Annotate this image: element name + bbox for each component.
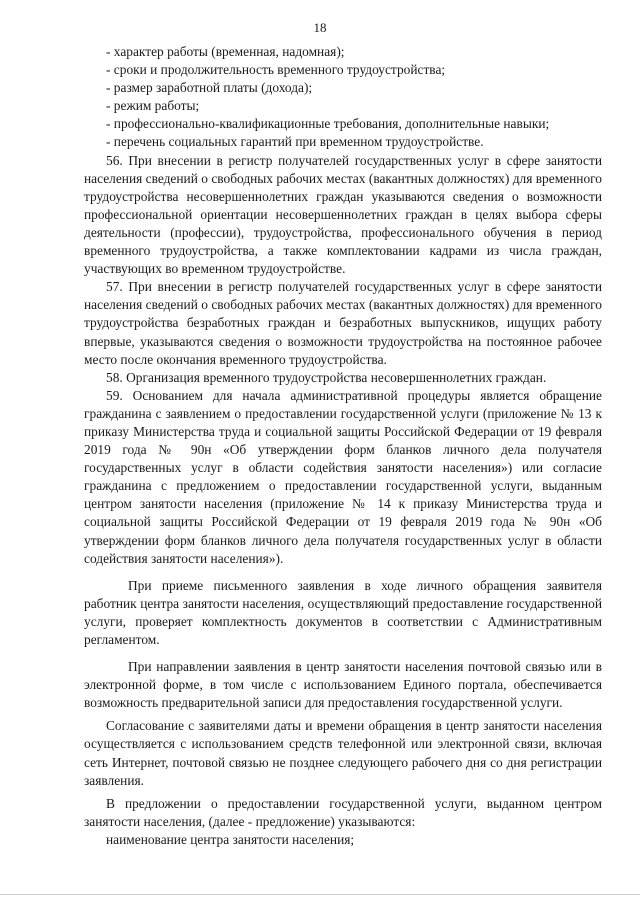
paragraph-58: 58. Организация временного трудоустройства несовершеннолетних граждан. — [106, 369, 547, 385]
document-body — [84, 43, 602, 849]
list-item: - размер заработной платы (дохода); — [106, 80, 313, 96]
paragraph: При направлении заявления в центр занятости населения почтовой связью или в электронной форме, в том числе с использованием Единого портала, обеспечивается возможность предварительной записи для предоставления государственной услуги. — [84, 659, 602, 711]
list-item: - характер работы (временная, надомная); — [106, 44, 345, 59]
paragraph: Согласование с заявителями даты и времени обращения в центр занятости населения осуществляется с использованием средств телефонной или электронной связи, включая сеть Интернет, почтовой связью не позднее следующего рабочего дня со дня регистрации заявления. — [84, 718, 602, 788]
list-item: - режим работы; — [106, 98, 200, 114]
paragraph-57: 57. При внесении в регистр получателей государственных услуг в сфере занятости населения сведений о свободных рабочих местах (вакантных должностях) для временного трудоустройства безработных граждан и безработных выпускников, ищущих работу впервые, указываются сведения о возможности трудоустройства на постоянное рабочее место после окончания временного трудоустройства. — [84, 279, 602, 367]
page-bottom-edge — [0, 894, 640, 895]
paragraph: В предложении о предоставлении государственной услуги, выданном центром занятости населения, (далее - предложение) указываются: — [84, 795, 602, 829]
list-item: - сроки и продолжительность временного трудоустройства; — [106, 62, 446, 78]
paragraph: При приеме письменного заявления в ходе личного обращения заявителя работник центра занятости населения, осуществляющий предоставление государственной услуги, проверяет комплектность документов в соответствии с Административным регламентом. — [84, 577, 602, 647]
paragraph-56: 56. При внесении в регистр получателей государственных услуг в сфере занятости населения сведений о свободных рабочих местах (вакантных должностях) для временного трудоустройства несовершеннолетних граждан указываются сведения о возможности профессиональной ориентации несовершеннолетних граждан в целях выбора сферы деятельности (профессии), трудоустройства, профессионального обучения в период временного трудоустройства, а также комплектовании кадрами из числа граждан, участвующих во временном трудоустройстве. — [84, 152, 602, 277]
list-item: - перечень социальных гарантий при временном трудоустройстве. — [106, 134, 484, 150]
page-number: 18 — [313, 20, 327, 35]
paragraph-59: 59. Основанием для начала административной процедуры является обращение гражданина с заявлением о предоставлении государственной услуги (приложение № 13 к приказу Министерства труда и социальной защиты Российской Федерации от 19 февраля 2019 года № 90н «Об утверждении форм бланков личного дела получателя государственных услуг в области содействия занятости населения») или согласие гражданина с предложением о предоставлении государственной услуги, выданным центром занятости населения (приложение № 14 к приказу Министерства труда и социальной защиты Российской Федерации от 19 февраля 2019 года № 90н «Об утверждении форм бланков личного дела получателя государственных услуг в области содействия занятости населения»). — [84, 387, 602, 566]
paragraph: наименование центра занятости населения; — [106, 831, 355, 847]
list-item: - профессионально-квалификационные требования, дополнительные навыки; — [106, 116, 550, 132]
